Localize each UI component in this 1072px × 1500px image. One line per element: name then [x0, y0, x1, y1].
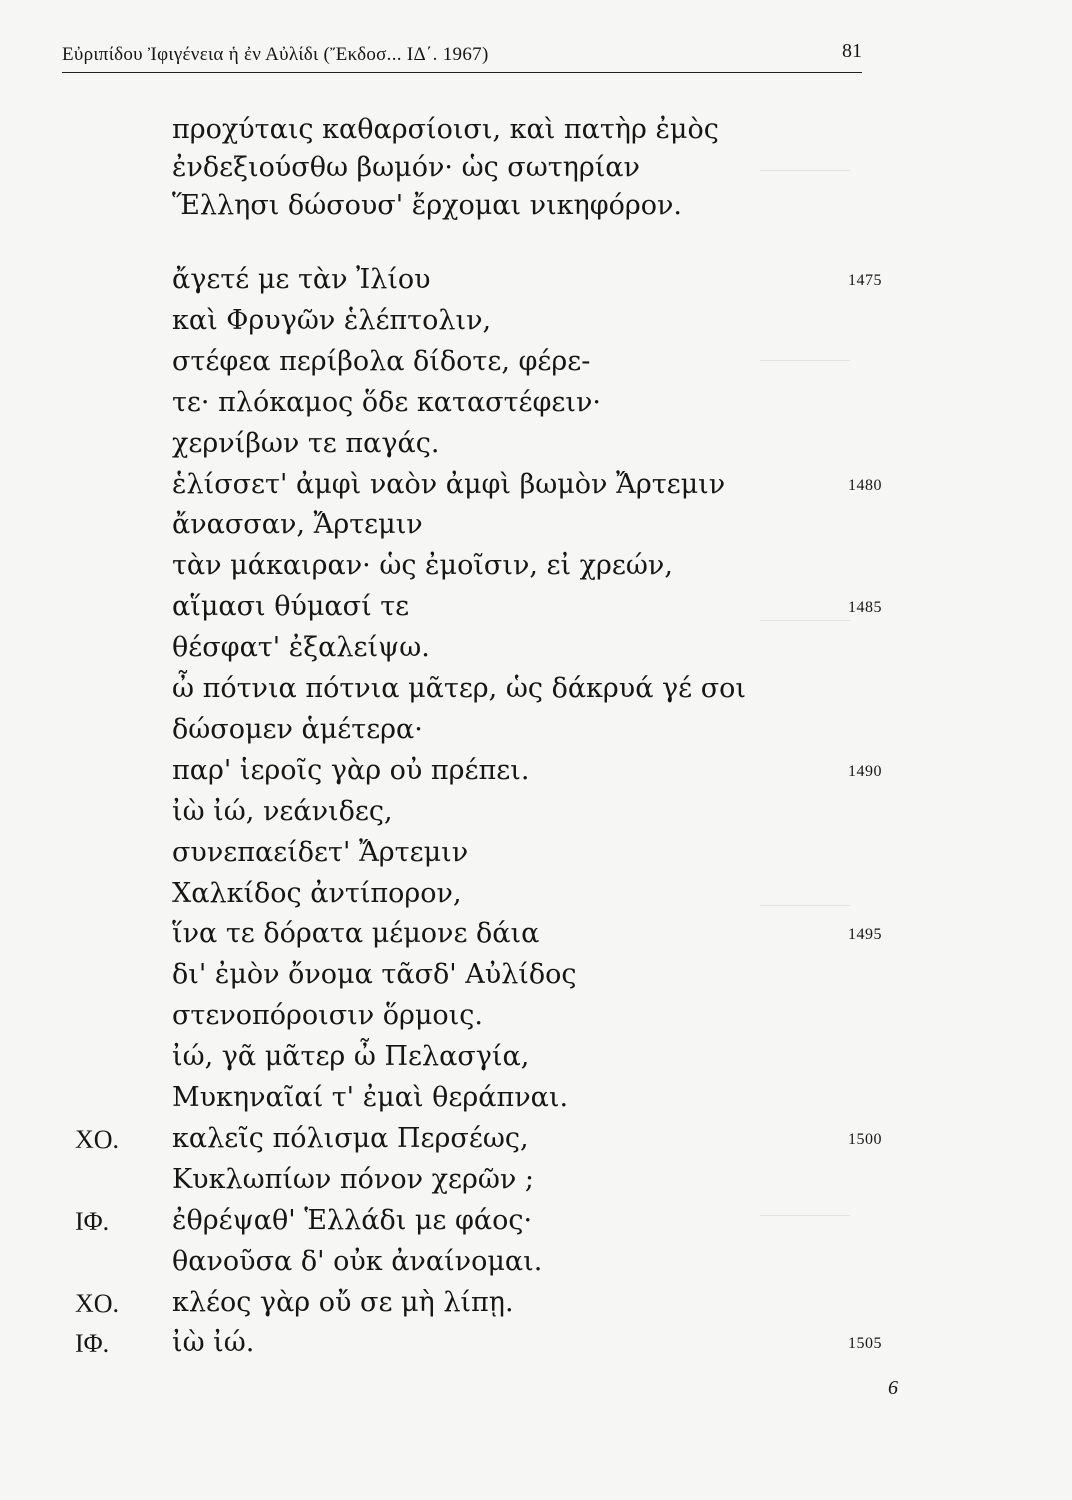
- verse-line: [0, 1041, 1072, 1081]
- verse-text: θανοῦσα δ' οὐκ ἀναίνομαι.: [172, 1245, 543, 1277]
- verse-line: [0, 346, 1072, 386]
- verse-line: [0, 714, 1072, 754]
- verse-text: ἐνδεξιούσθω βωμόν· ὡς σωτηρίαν: [172, 152, 640, 183]
- verse-text: χερνίβων τε παγάς.: [172, 427, 440, 459]
- verse-line: [0, 673, 1072, 713]
- verse-line: [0, 190, 1072, 230]
- verse-line: [0, 796, 1072, 836]
- line-number: 1480: [848, 476, 882, 494]
- verse-line: [0, 959, 1072, 999]
- verse-line: [0, 550, 1072, 590]
- verse-text: καλεῖς πόλισμα Περσέως,: [172, 1122, 529, 1154]
- verse-line: [0, 632, 1072, 672]
- verse-line: [0, 591, 1072, 631]
- line-number: 1500: [848, 1130, 882, 1148]
- verse-line: [0, 1082, 1072, 1122]
- verse-line: [0, 114, 1072, 154]
- verse-text: καὶ Φρυγῶν ἑλέπτολιν,: [172, 304, 492, 336]
- line-number: 1485: [848, 599, 882, 617]
- verse-text: προχύταις καθαρσίοισι, καὶ πατὴρ ἐμὸς: [172, 114, 719, 145]
- verse-text: ἑλίσσετ' ἀμφὶ ναὸν ἀμφὶ βωμὸν Ἄρτεμιν: [172, 468, 726, 500]
- verse-text: ἰὼ ἰώ, νεάνιδες,: [172, 795, 393, 827]
- verse-text: ὦ πότνια πότνια μᾶτερ, ὡς δάκρυά γέ σοι: [172, 673, 747, 704]
- verse-line: [0, 387, 1072, 427]
- verse-line: [0, 428, 1072, 468]
- verse-line: [0, 1164, 1072, 1204]
- verse-line: [0, 264, 1072, 304]
- line-number: 1505: [848, 1335, 882, 1353]
- page-number: 81: [842, 40, 862, 62]
- line-number: 1490: [848, 762, 882, 780]
- verse-line: [0, 755, 1072, 795]
- speaker-label: ΙΦ.: [75, 1206, 110, 1236]
- verse-text: τε· πλόκαμος ὅδε καταστέφειν·: [172, 386, 602, 418]
- verse-text: στέφεα περίβολα δίδοτε, φέρε-: [172, 345, 591, 377]
- verse-text: ἵνα τε δόρατα μέμονε δάια: [172, 918, 540, 950]
- verse-text: Μυκηναῖαί τ' ἐμαὶ θεράπναι.: [172, 1082, 569, 1113]
- verse-text: δώσομεν ἁμέτερα·: [172, 713, 423, 745]
- verse-line: [0, 1000, 1072, 1040]
- verse-text: αἵμασι θύμασί τε: [172, 591, 410, 623]
- running-title: Εὐριπίδου Ἰφιγένεια ἡ ἐν Αὐλίδι (Ἔκδοσ... ΙΔ΄. 1967): [62, 44, 489, 65]
- verse-text: Κυκλωπίων πόνον χερῶν ;: [172, 1163, 534, 1195]
- verse-text: θέσφατ' ἐξαλείψω.: [172, 632, 430, 664]
- verse-text: ἰώ, γᾶ μᾶτερ ὦ Πελασγία,: [172, 1041, 530, 1073]
- verse-text: παρ' ἱεροῖς γὰρ οὐ πρέπει.: [172, 754, 530, 786]
- speaker-label: ΧΟ.: [75, 1288, 120, 1318]
- verse-line: [0, 1123, 1072, 1163]
- verse-text: Χαλκίδος ἀντίπορον,: [172, 877, 462, 909]
- verse-text: δι' ἐμὸν ὄνομα τᾶσδ' Αὐλίδος: [172, 959, 577, 991]
- page-header: [62, 40, 862, 73]
- verse-line: [0, 509, 1072, 549]
- verse-line: [0, 918, 1072, 958]
- speaker-label: ΧΟ.: [75, 1124, 120, 1154]
- line-number: 1475: [848, 272, 882, 289]
- verse-line: [0, 152, 1072, 192]
- verse-line: [0, 305, 1072, 345]
- verse-line: [0, 1287, 1072, 1327]
- verse-line: [0, 1246, 1072, 1286]
- verse-text: στενοπόροισιν ὅρμοις.: [172, 1000, 483, 1032]
- verse-line: [0, 837, 1072, 877]
- verse-text: ἰὼ ἰώ.: [172, 1327, 255, 1359]
- line-number: 1495: [848, 926, 882, 944]
- signature-mark: 6: [888, 1377, 898, 1399]
- verse-text: ἐθρέψαθ' Ἑλλάδι με φάος·: [172, 1204, 533, 1236]
- verse-line: [0, 878, 1072, 918]
- verse-text: τὰν μάκαιραν· ὡς ἐμοῖσιν, εἰ χρεών,: [172, 550, 673, 582]
- verse-line: [0, 1205, 1072, 1245]
- verse-line: [0, 1327, 1072, 1367]
- verse-text: συνεπαείδετ' Ἄρτεμιν: [172, 836, 469, 868]
- speaker-label: ΙΦ.: [75, 1329, 110, 1359]
- verse-text: ἄνασσαν, Ἄρτεμιν: [172, 509, 423, 541]
- verse-text: κλέος γὰρ οὔ σε μὴ λίπῃ.: [172, 1286, 514, 1318]
- verse-text: Ἕλλησι δώσουσ' ἔρχομαι νικηφόρον.: [172, 190, 683, 221]
- verse-text: ἄγετέ με τὰν Ἰλίου: [172, 264, 431, 295]
- verse-line: [0, 469, 1072, 509]
